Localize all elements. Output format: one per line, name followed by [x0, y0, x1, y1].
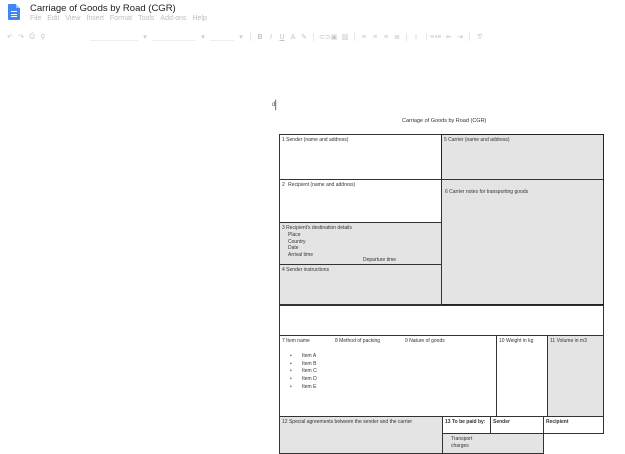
- destination-cell[interactable]: [279, 222, 442, 265]
- sender-instructions-cell[interactable]: [279, 264, 442, 305]
- carrier-cell[interactable]: [441, 134, 604, 305]
- date-label: Date: [288, 245, 299, 252]
- app-header: [0, 0, 625, 30]
- chevron-down-icon: ▾: [143, 34, 147, 41]
- menu-file[interactable]: File: [30, 15, 42, 22]
- style-dropdown[interactable]: [152, 33, 196, 41]
- form-title[interactable]: Carriage of Goods by Road (CGR): [402, 118, 487, 124]
- toolbar-divider: [354, 33, 355, 41]
- docs-logo-icon[interactable]: [8, 4, 20, 20]
- align-left-icon[interactable]: ≡: [361, 33, 367, 41]
- place-label: Place: [288, 231, 301, 238]
- highlight-icon[interactable]: ✎: [301, 34, 307, 41]
- recipient-number: 2: [282, 182, 285, 188]
- to-be-paid-label: 13 To be paid by:: [445, 419, 486, 425]
- item-name-label: 7 Item name: [282, 338, 310, 344]
- menu-insert[interactable]: Insert: [86, 15, 104, 22]
- align-center-icon[interactable]: ≡: [372, 33, 378, 41]
- destination-label: 3 Recipient's destination details: [282, 225, 352, 231]
- volume-cell[interactable]: [547, 335, 604, 417]
- redo-icon[interactable]: ↷: [18, 34, 24, 41]
- items-list: [290, 353, 317, 392]
- carrier-notes-label: 6 Carrier notes for transporting goods: [445, 189, 529, 195]
- toolbar-divider: [469, 33, 470, 41]
- menu-bar: [30, 15, 207, 22]
- sender-column-label: Sender: [493, 419, 510, 425]
- recipient-cell[interactable]: [279, 179, 442, 223]
- paint-format-icon[interactable]: ⚲: [40, 34, 46, 41]
- list-item[interactable]: • Item B: [290, 361, 317, 369]
- carrier-label: 5 Carrier (name and address): [444, 137, 510, 143]
- list-item[interactable]: • Item D: [290, 376, 317, 384]
- clear-formatting-icon[interactable]: T̸: [476, 33, 482, 41]
- menu-edit[interactable]: Edit: [47, 15, 60, 22]
- departure-time-label: Departure time: [363, 257, 397, 263]
- transport-charges-cell[interactable]: [442, 433, 544, 454]
- italic-icon[interactable]: I: [270, 33, 272, 41]
- decrease-indent-icon[interactable]: ⇤: [446, 34, 452, 41]
- line-spacing-icon[interactable]: ↕: [414, 33, 418, 41]
- menu-tools[interactable]: Tools: [138, 15, 155, 22]
- undo-icon[interactable]: ↶: [7, 34, 13, 41]
- sender-column-cell[interactable]: [490, 416, 544, 434]
- document-title[interactable]: Carriage of Goods by Road (CGR): [30, 3, 176, 14]
- comment-icon[interactable]: ▣: [330, 34, 338, 41]
- align-right-icon[interactable]: ≡: [383, 33, 389, 41]
- volume-label: 11 Volume in m3: [550, 338, 587, 344]
- image-icon[interactable]: ▨: [341, 34, 349, 41]
- carrier-divider: [442, 179, 603, 180]
- blank-row[interactable]: [279, 305, 604, 336]
- menu-format[interactable]: Format: [109, 15, 133, 22]
- toolbar: [0, 30, 625, 44]
- sender-label: 1 Sender (name and address): [282, 137, 349, 143]
- menu-view[interactable]: View: [65, 15, 81, 22]
- list-item[interactable]: • Item E: [290, 384, 317, 392]
- increase-indent-icon[interactable]: ⇥: [457, 34, 463, 41]
- nature-label: 9 Nature of goods: [405, 338, 445, 344]
- zoom-dropdown[interactable]: [90, 33, 138, 41]
- menu-add-ons[interactable]: Add-ons: [160, 15, 187, 22]
- recipient-column-cell[interactable]: [543, 416, 604, 434]
- sender-instructions-label: 4 Sender instructions: [282, 267, 329, 273]
- weight-label: 10 Weight in kg: [499, 338, 534, 344]
- country-label: Country: [288, 238, 306, 245]
- underline-icon[interactable]: U: [279, 33, 285, 41]
- toolbar-divider: [313, 33, 314, 41]
- recipient-column-label: Recipient: [546, 419, 569, 425]
- arrival-time-label: Arrival time: [288, 252, 314, 258]
- print-icon[interactable]: ⎙: [29, 33, 35, 40]
- text-color-icon[interactable]: A: [290, 33, 296, 41]
- chevron-down-icon: ▾: [239, 34, 243, 41]
- recipient-label: Recipient (name and address): [288, 182, 356, 188]
- toolbar-divider: [406, 33, 407, 41]
- bulleted-list-icon[interactable]: •≡: [434, 33, 442, 41]
- numbered-list-icon[interactable]: ⋮≡: [423, 34, 435, 41]
- special-agreements-cell[interactable]: [279, 416, 443, 454]
- link-icon[interactable]: ⊂⊃: [319, 34, 331, 41]
- transport-charges-label: Transport charges: [451, 436, 473, 449]
- weight-cell[interactable]: [496, 335, 548, 417]
- list-item[interactable]: • Item C: [290, 368, 317, 376]
- special-agreements-label: 12 Special agreements between the sender and the carrier: [282, 419, 413, 425]
- font-dropdown[interactable]: [210, 33, 234, 41]
- bold-icon[interactable]: B: [257, 33, 263, 41]
- sender-cell[interactable]: [279, 134, 442, 180]
- toolbar-divider: [250, 33, 251, 41]
- chevron-down-icon: ▾: [201, 34, 205, 41]
- justify-icon[interactable]: ≣: [394, 34, 400, 41]
- list-item[interactable]: • Item A: [290, 353, 317, 361]
- text-cursor: ᵈ▏: [272, 100, 283, 110]
- packing-label: 8 Method of packing: [335, 338, 381, 344]
- menu-help[interactable]: Help: [192, 15, 207, 22]
